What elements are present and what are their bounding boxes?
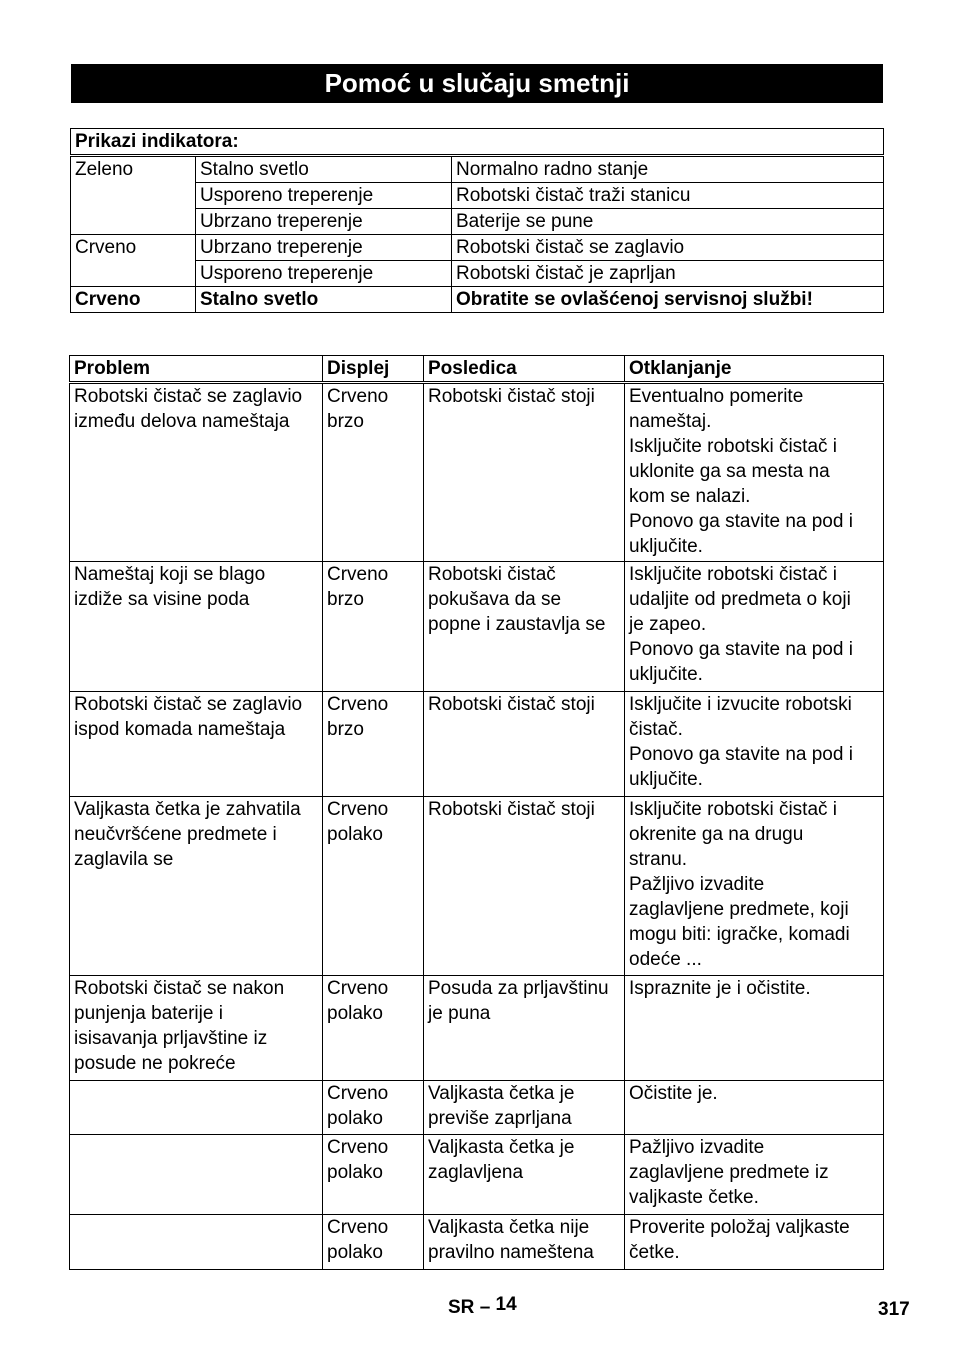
- footer-dash: –: [479, 1297, 491, 1318]
- footer-section-code: SR: [448, 1297, 475, 1318]
- table-row: [70, 1135, 884, 1215]
- consequence-cell: Valjkasta četka je zaglavljena: [424, 1135, 625, 1215]
- display-cell: Crveno brzo: [323, 383, 424, 562]
- table-row: [70, 692, 884, 797]
- indicator-color: Zeleno: [71, 156, 196, 235]
- remedy-cell: Isključite robotski čistač i udaljite od predmeta o koji je zapeo. Ponovo ga stavite na pod i uključite.: [625, 562, 884, 692]
- indicator-table: [70, 128, 884, 313]
- problem-cell: Nameštaj koji se blago izdiže sa visine poda: [70, 562, 323, 692]
- table-row: [70, 1081, 884, 1135]
- consequence-cell: Robotski čistač stoji: [424, 383, 625, 562]
- problem-cell: Valjkasta četka je zahvatila neučvršćene predmete i zaglavila se: [70, 797, 323, 976]
- display-cell: Crveno polako: [323, 1215, 424, 1270]
- problem-cell: Robotski čistač se nakon punjenja baterije i isisavanja prljavštine iz posude ne pokreće: [70, 976, 323, 1081]
- indicator-mode: Ubrzano treperenje: [196, 209, 452, 235]
- footer-page-number: 317: [878, 1299, 910, 1320]
- footer-section-page: 14: [495, 1294, 517, 1315]
- table-row: [70, 1215, 884, 1270]
- indicator-meaning: Robotski čistač se zaglavio: [452, 235, 884, 261]
- problem-cell: [70, 1135, 323, 1215]
- indicator-color: Crveno: [71, 287, 196, 313]
- problem-cell: [70, 1215, 323, 1270]
- remedy-cell: Isključite robotski čistač i okrenite ga na drugu stranu. Pažljivo izvadite zaglavljene predmete, koji mogu biti: igračke, komadi odeće ...: [625, 797, 884, 976]
- indicator-mode: Stalno svetlo: [196, 156, 452, 183]
- consequence-cell: Posuda za prljavštinu je puna: [424, 976, 625, 1081]
- display-cell: Crveno brzo: [323, 692, 424, 797]
- column-header-display: Displej: [323, 356, 424, 383]
- problem-cell: [70, 1081, 323, 1135]
- indicator-meaning: Obratite se ovlašćenoj servisnoj službi!: [452, 287, 884, 313]
- display-cell: Crveno polako: [323, 1081, 424, 1135]
- column-header-consequence: Posledica: [424, 356, 625, 383]
- footer-section: [448, 1294, 517, 1319]
- table-row: [70, 976, 884, 1081]
- indicator-meaning: Robotski čistač traži stanicu: [452, 183, 884, 209]
- indicator-mode: Stalno svetlo: [196, 287, 452, 313]
- remedy-cell: Eventualno pomerite nameštaj. Isključite robotski čistač i uklonite ga sa mesta na kom se nalazi. Ponovo ga stavite na pod i uključite.: [625, 383, 884, 562]
- remedy-cell: Pažljivo izvadite zaglavljene predmete iz valjkaste četke.: [625, 1135, 884, 1215]
- table-row: [70, 383, 884, 562]
- consequence-cell: Valjkasta četka nije pravilno nameštena: [424, 1215, 625, 1270]
- display-cell: Crveno polako: [323, 1135, 424, 1215]
- consequence-cell: Robotski čistač stoji: [424, 797, 625, 976]
- indicator-meaning: Baterije se pune: [452, 209, 884, 235]
- remedy-cell: Proverite položaj valjkaste četke.: [625, 1215, 884, 1270]
- indicator-mode: Usporeno treperenje: [196, 261, 452, 287]
- column-header-remedy: Otklanjanje: [625, 356, 884, 383]
- consequence-cell: Robotski čistač pokušava da se popne i zaustavlja se: [424, 562, 625, 692]
- indicator-meaning: Robotski čistač je zaprljan: [452, 261, 884, 287]
- indicator-meaning: Normalno radno stanje: [452, 156, 884, 183]
- consequence-cell: Valjkasta četka je previše zaprljana: [424, 1081, 625, 1135]
- indicator-mode: Usporeno treperenje: [196, 183, 452, 209]
- remedy-cell: Očistite je.: [625, 1081, 884, 1135]
- remedy-cell: Ispraznite je i očistite.: [625, 976, 884, 1081]
- indicator-heading: Prikazi indikatora:: [71, 129, 884, 156]
- page-title: Pomoć u slučaju smetnji: [71, 64, 883, 103]
- column-header-problem: Problem: [70, 356, 323, 383]
- display-cell: Crveno polako: [323, 976, 424, 1081]
- problem-cell: Robotski čistač se zaglavio ispod komada nameštaja: [70, 692, 323, 797]
- table-row: [70, 562, 884, 692]
- consequence-cell: Robotski čistač stoji: [424, 692, 625, 797]
- remedy-cell: Isključite i izvucite robotski čistač. Ponovo ga stavite na pod i uključite.: [625, 692, 884, 797]
- display-cell: Crveno polako: [323, 797, 424, 976]
- table-row: [70, 797, 884, 976]
- display-cell: Crveno brzo: [323, 562, 424, 692]
- troubleshooting-table: [69, 355, 884, 1270]
- indicator-color: Crveno: [71, 235, 196, 287]
- problem-cell: Robotski čistač se zaglavio između delova nameštaja: [70, 383, 323, 562]
- indicator-mode: Ubrzano treperenje: [196, 235, 452, 261]
